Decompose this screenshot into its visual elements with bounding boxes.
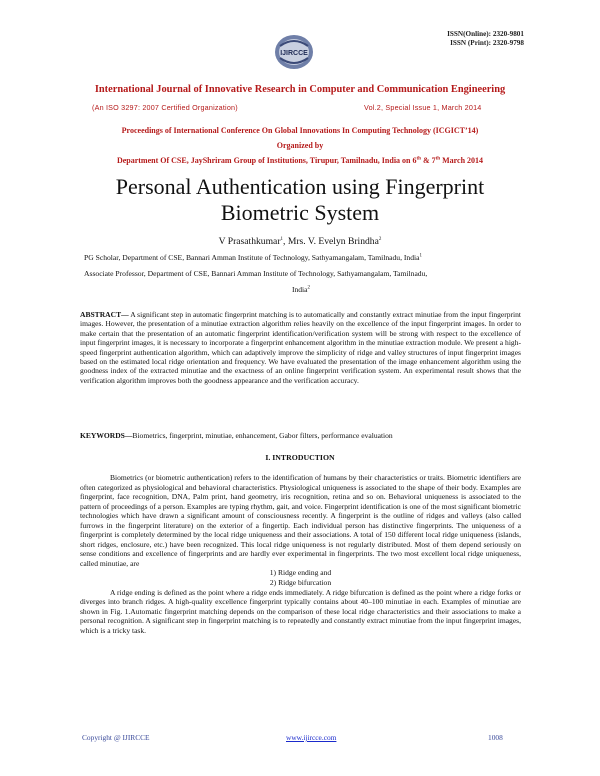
issn-block	[447, 30, 524, 47]
organized-by: Organized by	[276, 141, 324, 150]
list-item: 1) Ridge ending and	[269, 568, 332, 578]
volume-line: Vol.2, Special Issue 1, March 2014	[364, 103, 482, 112]
section-heading: I. INTRODUCTION	[265, 453, 335, 462]
logo-text: IJIRCCE	[280, 50, 308, 57]
affiliation-1-text: PG Scholar, Department of CSE, Bannari Amman Institute of Technology, Sathyamangalam, Tamilnadu, India	[84, 253, 420, 262]
author-1-sup: 1	[280, 236, 284, 242]
author-2-sup: 2	[378, 236, 382, 242]
keywords	[80, 431, 521, 440]
footer-page-number: 1008	[488, 733, 503, 742]
sup-th-2: th	[435, 156, 441, 162]
keywords-text: Biometrics, fingerprint, minutiae, enhancement, Gabor filters, performance evaluation	[132, 431, 393, 440]
organizer-department	[0, 156, 600, 165]
affiliation-1-sup: 1	[419, 253, 423, 259]
issn-print: ISSN (Print): 2320-9798	[450, 38, 524, 47]
intro-paragraph-2: A ridge ending is defined as the point where a ridge ends immediately. A ridge bifurcation is defined as the point where a ridge forks or diverges into branch ridges. A high-quality excellence fingerprint typically contains about 40–100 minutiae in each. Examples of minutiae are shown in Fig. 1.Automatic fingerprint matching depends on the comparison of these local ridge characteristics and their associations to make a personal recognition. A significant step in fingerprint matching is to repeatedly and constantly extract minutiae from the input fingerprint images, which is a tricky task.	[80, 587, 521, 635]
abstract-text: A significant step in automatic fingerprint matching is to automatically and constantly extract minutiae from the input fingerprint images. However, the presentation of a minutiae extraction algorithm relies heavily on the excellence of the input fingerprint images. In order to make certain that the presentation of an automatic fingerprint identification/verification system will be strong with respect to the excellence of input fingerprint images, it is necessary to incorporate a fingerprint enhancement algorithm in the minutiae extraction module. We present a high-speed fingerprint authentication algorithm, which can adaptively improve the simplicity of ridge and valley structures of input fingerprint images based on the estimated local ridge orientation and frequency. We have evaluated the presentation of the image enhancement algorithm using the goodness index of the extracted minutiae and the exactness of an online fingerprint verification system. An experimental result shows that the verification algorithm improves both the goodness appearance and the verification accuracy.	[80, 310, 521, 385]
conference-name: Proceedings of International Conference On Global Innovations In Computing Technology (ICGICT’14)	[121, 126, 479, 135]
author-2: , Mrs. V. Evelyn Brindha	[283, 236, 379, 247]
title-line-1: Personal Authentication using Fingerprint	[115, 174, 485, 199]
footer-website-link[interactable]: www.ijircce.com	[286, 733, 337, 742]
affiliation-2-sup: 2	[307, 285, 311, 291]
intro-paragraph-1: Biometrics (or biometric authentication) refers to the identification of humans by their characteristics or traits. Biometric identifiers are often categorized as physiological and behavioral characteristics. Physiological uniqueness is associated to the shape of their body. Examples are fingerprint, face recognition, DNA, Palm print, hand geometry, iris recognition, retina and so on. Behavioral uniqueness is associated to the pattern of proceedings of a person. Examples are typing rhythm, gait, and voice. Fingerprint identification is one of the most significant biometric technologies which have drawn a significant amount of consciousness recently. A fingerprint is the outline of ridges and valleys (also called furrows in the fingerprint literature) on the exterior of a fingertip. Each individual person has distinctive fingerprints. The uniqueness of a fingerprint is completely determined by the local ridge uniqueness and their associations. A total of 150 different local ridge uniqueness (islands, short ridges, enclosure, etc.) have been recognized. This local ridge uniqueness is not regularly distributed. Most of them depend seriously on sense conditions and excellence of fingerprints and are hardly ever experimental in fingerprints. The two most excellent local ridge uniqueness, called minutiae, are	[80, 473, 521, 568]
department-pre: Department Of CSE, JayShriram Group of Institutions, Tirupur, Tamilnadu, India on 6	[116, 156, 417, 165]
introduction-body	[80, 473, 521, 635]
affiliation-2-line-1: Associate Professor, Department of CSE, Bannari Amman Institute of Technology, Sathyamangalam, Tamilnadu,	[84, 269, 428, 278]
sup-th-1: th	[416, 156, 421, 162]
organization-line: (An ISO 3297: 2007 Certified Organization)	[92, 103, 238, 112]
abstract	[80, 310, 521, 385]
paper-title	[0, 174, 600, 226]
authors	[0, 236, 600, 247]
journal-logo	[268, 30, 320, 78]
issn-online: ISSN(Online): 2320-9801	[447, 30, 524, 38]
title-line-2: Biometric System	[220, 200, 380, 225]
keywords-label: KEYWORDS—	[80, 431, 133, 440]
abstract-label: ABSTRACT—	[80, 310, 129, 319]
affiliation-2	[84, 268, 518, 295]
affiliation-2-line-2	[84, 284, 518, 296]
footer-copyright: Copyright @ IJIRCCE	[82, 733, 150, 742]
department-mid: & 7	[420, 156, 436, 165]
list-item: 2) Ridge bifurcation	[269, 578, 332, 588]
department-post: March 2014	[440, 156, 484, 165]
affiliation-1	[84, 252, 518, 264]
author-1: V Prasathkumar	[218, 236, 281, 247]
affiliation-2-country: India	[291, 284, 308, 294]
journal-name: International Journal of Innovative Research in Computer and Communication Engineering	[94, 84, 506, 95]
